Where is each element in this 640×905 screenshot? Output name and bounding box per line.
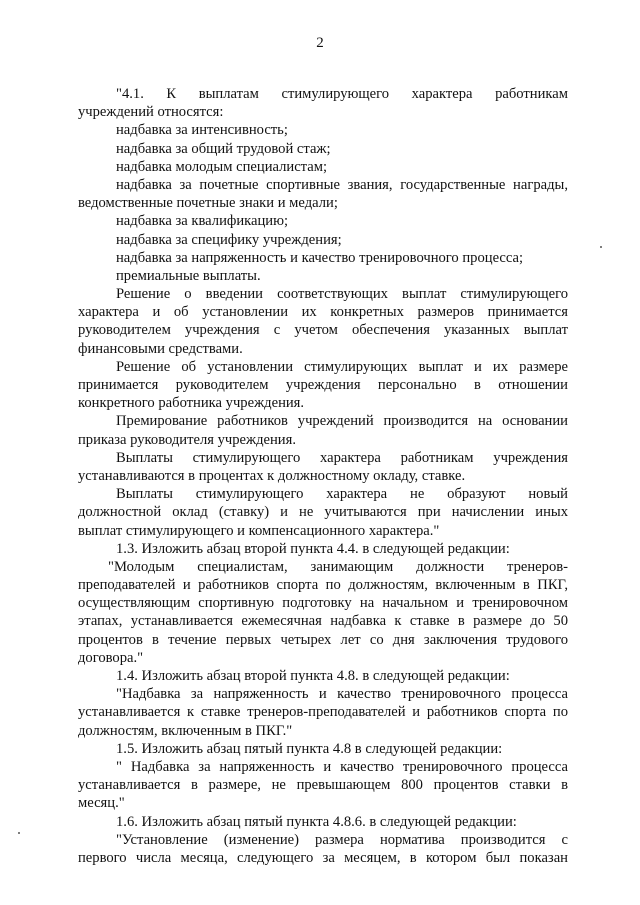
text-line: Выплаты стимулирующего характера работникам учреждения: [116, 449, 568, 466]
text-line: надбавка за квалификацию;: [116, 213, 289, 230]
text-line: надбавка за напряженность и качество тренировочного процесса;: [116, 249, 524, 266]
text-line: конкретного работника учреждения.: [78, 395, 305, 412]
text-line: первого числа месяца, следующего за месяцем, в котором был показан: [78, 849, 568, 866]
text-line: 1.5. Изложить абзац пятый пункта 4.8 в следующей редакции:: [116, 740, 503, 757]
document-body: [78, 85, 568, 867]
text-line: устанавливается в размере, не превышающем 800 процентов ставки в: [78, 777, 568, 794]
text-line: процентов в течение первых четырех лет со дня заключения трудового: [78, 631, 568, 648]
text-line: Выплаты стимулирующего характера не образуют новый: [116, 486, 568, 503]
text-line: выплат стимулирующего и компенсационного характера.": [78, 522, 440, 539]
page-number: 2: [316, 35, 324, 51]
text-line: надбавка за почетные спортивные звания, государственные награды,: [116, 176, 568, 193]
text-line: принимается руководителем учреждения персонально в отношении: [78, 377, 568, 393]
text-line: учреждений относятся:: [78, 104, 224, 121]
scan-speck: [600, 246, 602, 248]
text-line: приказа руководителя учреждения.: [78, 431, 296, 448]
text-line: надбавка за специфику учреждения;: [116, 231, 342, 248]
text-line: надбавка за общий трудовой стаж;: [116, 140, 331, 157]
text-line: осуществляющим спортивную подготовку на начальном и тренировочном: [78, 595, 568, 612]
text-line: должностям, включенным в ПКГ.": [78, 722, 293, 739]
text-line: "Молодым специалистам, занимающим должности тренеров-: [108, 558, 568, 575]
text-line: 1.6. Изложить абзац пятый пункта 4.8.6. в следующей редакции:: [116, 813, 517, 830]
text-line: 1.3. Изложить абзац второй пункта 4.4. в следующей редакции:: [116, 540, 510, 557]
text-line: "4.1. К выплатам стимулирующего характера работникам: [116, 86, 568, 102]
text-line: 1.4. Изложить абзац второй пункта 4.8. в следующей редакции:: [116, 668, 510, 684]
text-line: преподавателей и работников спорта по должностям, включенным в ПКГ,: [78, 577, 568, 594]
text-line: устанавливаются в процентах к должностному окладу, ставке.: [78, 467, 466, 484]
scan-speck: [18, 832, 20, 834]
text-line: должностной оклад (ставку) и не учитываются при начислении иных: [78, 504, 568, 521]
text-line: Премирование работников учреждений производится на основании: [116, 413, 568, 430]
text-line: финансовыми средствами.: [78, 340, 243, 357]
text-line: ведомственные почетные знаки и медали;: [78, 195, 338, 212]
text-line: месяц.": [78, 795, 125, 812]
text-line: Решение о введении соответствующих выплат стимулирующего: [116, 286, 568, 303]
text-line: премиальные выплаты.: [116, 267, 261, 284]
text-line: руководителем учреждения с учетом обеспечения указанных выплат: [78, 322, 568, 339]
text-line: надбавка молодым специалистам;: [116, 158, 327, 175]
text-line: договора.": [78, 649, 144, 666]
text-line: характера и об установлении их конкретных размеров принимается: [78, 304, 568, 321]
text-line: "Надбавка за напряженность и качество тренировочного процесса: [116, 686, 568, 703]
text-line: Решение об установлении стимулирующих выплат и их размере: [116, 358, 568, 375]
text-line: устанавливается к ставке тренеров-преподавателей и работников спорта по: [78, 704, 568, 721]
text-line: " Надбавка за напряженность и качество тренировочного процесса: [116, 758, 568, 775]
text-line: "Установление (изменение) размера норматива производится с: [116, 831, 568, 848]
text-line: этапах, устанавливается ежемесячная надбавка к ставке в размере до 50: [78, 613, 568, 630]
text-line: надбавка за интенсивность;: [116, 122, 288, 139]
